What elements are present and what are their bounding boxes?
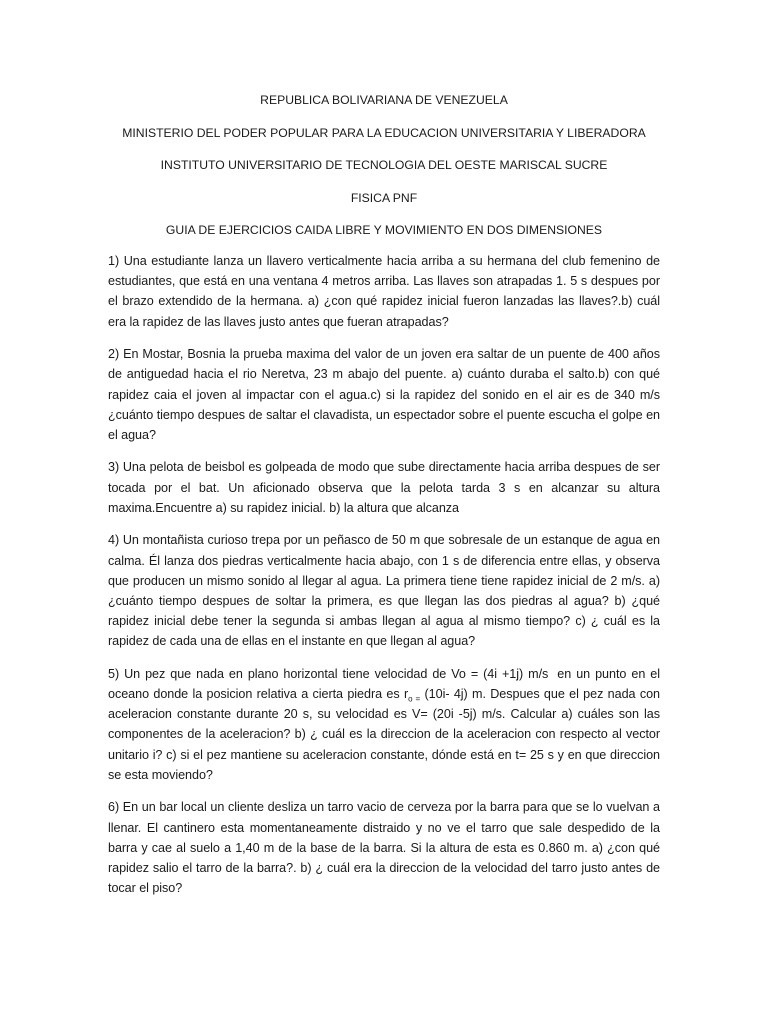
- exercise-5-part-a: 5) Un pez que nada en plano horizontal tiene velocidad de Vo = (4i +1j) m/s: [108, 666, 549, 681]
- exercise-4: 4) Un montañista curioso trepa por un peñasco de 50 m que sobresale de un estanque de agua en calma. Él lanza dos piedras verticalmente hacia abajo, con 1 s de diferencia entre ellas, y observa que producen un mismo sonido al llegar al agua. La primera tiene tiene rapidez inicial de 2 m/s. a) ¿cuánto tiempo despues de soltar la primera, es que llegan las dos piedras al agua? b) ¿qué rapidez inicial debe tener la segunda si ambas llegan al agua al mismo tiempo? c) ¿ cuál es la rapidez de cada una de ellas en el instante en que llegan al agua?: [108, 533, 660, 649]
- exercise-5-subscript: o =: [408, 694, 421, 704]
- exercise-2: 2) En Mostar, Bosnia la prueba maxima del valor de un joven era saltar de un puente de 400 años de antiguedad hacia el rio Neretva, 23 m abajo del puente. a) cuánto duraba el salto.b) con qué rapidez caia el joven al impactar con el agua.c) si la rapidez del sonido en el air es de 340 m/s ¿cuánto tiempo despues de saltar el clavadista, un espectador sobre el puente escucha el golpe en el agua?: [108, 347, 660, 442]
- exercise-1: 1) Una estudiante lanza un llavero verticalmente hacia arriba a su hermana del club femenino de estudiantes, que está en una ventana 4 metros arriba. Las llaves son atrapadas 1. 5 s despues por el brazo extendido de la hermana. a) ¿con qué rapidez inicial fueron lanzadas las llaves?.b) cuál era la rapidez de las llaves justo antes que fueran atrapadas?: [108, 254, 660, 329]
- header-institute: INSTITUTO UNIVERSITARIO DE TECNOLOGIA DEL OESTE MARISCAL SUCRE: [160, 158, 608, 172]
- exercise-5: [108, 664, 660, 785]
- header-course: FISICA PNF: [350, 190, 418, 205]
- header-ministry: MINISTERIO DEL PODER POPULAR PARA LA EDUCACION UNIVERSITARIA Y LIBERADORA: [122, 125, 646, 140]
- header-guide-title: GUIA DE EJERCICIOS CAIDA LIBRE Y MOVIMIENTO EN DOS DIMENSIONES: [165, 223, 603, 237]
- header-republic: REPUBLICA BOLIVARIANA DE VENEZUELA: [260, 93, 508, 107]
- exercise-5-part-b: en un punto en el oceano donde la posicion relativa a cierta piedra es r: [108, 666, 660, 702]
- exercise-3: 3) Una pelota de beisbol es golpeada de modo que sube directamente hacia arriba despues de ser tocada por el bat. Un aficionado observa que la pelota tarda 3 s en alcanzar su altura maxima.Encuentre a) su rapidez inicial. b) la altura que alcanza: [108, 460, 660, 515]
- exercise-6: 6) En un bar local un cliente desliza un tarro vacio de cerveza por la barra para que se lo vuelvan a llenar. El cantinero esta momentaneamente distraido y no ve el tarro que sale despedido de la barra y cae al suelo a 1,40 m de la base de la barra. Si la altura de esta es 0.860 m. a) ¿con qué rapidez salio el tarro de la barra?. b) ¿ cuál era la direccion de la velocidad del tarro justo antes de tocar el piso?: [108, 800, 660, 896]
- exercise-5-part-c: (10i- 4j) m. Despues que el pez nada con aceleracion constante durante 20 s, su velocidad es V= (20i -5j) m/s. Calcular a) cuáles son las componentes de la aceleracion? b) ¿ cuál es la direccion de la aceleracion con respecto al vector unitario i? c) si el pez mantiene su aceleracion constante, dónde está en t= 25 s y en que direccion se esta moviendo?: [108, 687, 660, 782]
